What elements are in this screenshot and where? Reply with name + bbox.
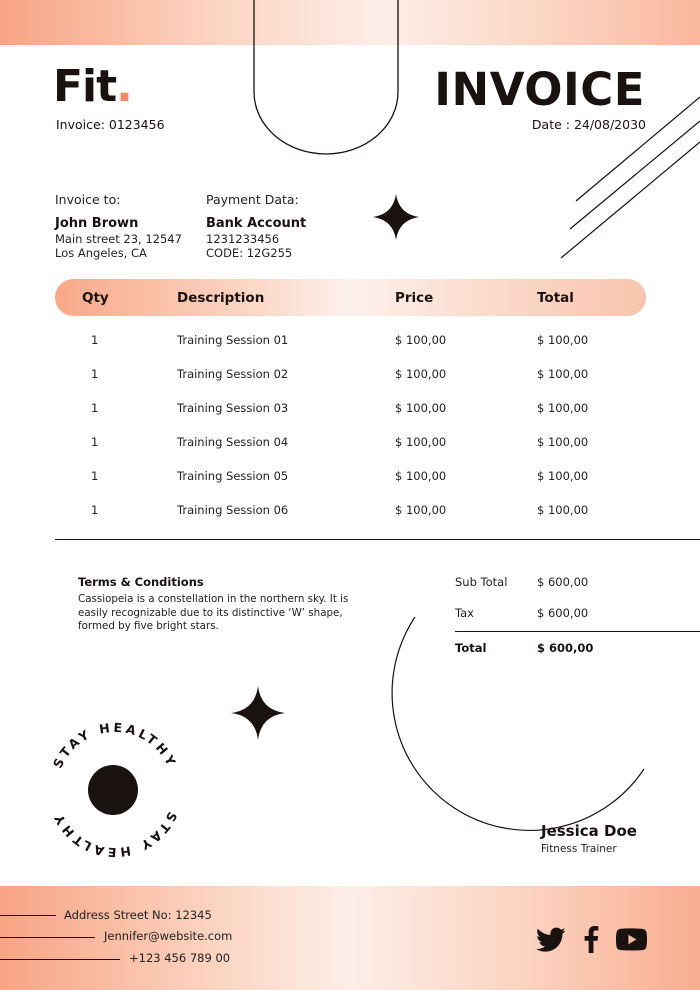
invoice-title: INVOICE bbox=[434, 63, 645, 116]
row-price: $ 100,00 bbox=[395, 333, 447, 347]
row-price: $ 100,00 bbox=[395, 469, 447, 483]
badge-bottom-text: STAY HEALTHY bbox=[49, 809, 181, 861]
row-total: $ 100,00 bbox=[537, 435, 589, 449]
badge-top-text: STAY HEALTHY bbox=[49, 719, 181, 771]
row-description: Training Session 01 bbox=[177, 333, 289, 347]
table-divider bbox=[55, 539, 700, 540]
col-header-price: Price bbox=[395, 290, 434, 306]
tax-value: $ 600,00 bbox=[537, 606, 589, 620]
brand-logo bbox=[53, 62, 132, 112]
svg-text:STAY HEALTHY bbox=[50, 809, 180, 860]
row-qty: 1 bbox=[91, 333, 99, 347]
contact-line-3 bbox=[0, 959, 120, 960]
facebook-icon[interactable] bbox=[583, 926, 599, 953]
row-qty: 1 bbox=[91, 367, 99, 381]
row-total: $ 100,00 bbox=[537, 367, 589, 381]
payment-code: CODE: 12G255 bbox=[206, 246, 293, 260]
invoice-number: Invoice: 0123456 bbox=[56, 117, 165, 132]
invoice-date: Date : 24/08/2030 bbox=[531, 117, 646, 132]
client-name: John Brown bbox=[55, 216, 139, 231]
row-description: Training Session 06 bbox=[177, 503, 289, 517]
row-qty: 1 bbox=[91, 435, 99, 449]
contact-email[interactable]: Jennifer@website.com bbox=[104, 929, 233, 943]
terms-title: Terms & Conditions bbox=[78, 575, 204, 589]
row-description: Training Session 02 bbox=[177, 367, 289, 381]
signature-role: Fitness Trainer bbox=[541, 843, 617, 855]
subtotal-value: $ 600,00 bbox=[537, 575, 589, 589]
col-header-qty: Qty bbox=[82, 290, 109, 306]
invoice-to-label: Invoice to: bbox=[55, 192, 121, 207]
payment-data-label: Payment Data: bbox=[206, 192, 299, 207]
col-header-description: Description bbox=[177, 290, 265, 306]
row-total: $ 100,00 bbox=[537, 469, 589, 483]
signature-name: Jessica Doe bbox=[541, 822, 637, 840]
diagonal-line-2 bbox=[570, 121, 700, 229]
contact-line-1 bbox=[0, 915, 56, 916]
row-description: Training Session 05 bbox=[177, 469, 289, 483]
client-address-line1: Main street 23, 12547 bbox=[55, 232, 182, 246]
tax-label: Tax bbox=[455, 606, 474, 620]
terms-text: Cassiopeia is a constellation in the northern sky. It is easily recognizable due to its distinctive ‘W’ shape, formed by five bright stars. bbox=[78, 593, 349, 632]
svg-text:STAY HEALTHY bbox=[50, 720, 180, 771]
subtotal-label: Sub Total bbox=[455, 575, 508, 589]
logo-dot: . bbox=[116, 61, 132, 112]
row-price: $ 100,00 bbox=[395, 367, 447, 381]
row-total: $ 100,00 bbox=[537, 333, 589, 347]
sparkle-star-1 bbox=[373, 194, 419, 240]
col-header-total: Total bbox=[537, 290, 574, 306]
logo-text: Fit bbox=[53, 61, 117, 112]
payment-account: 1231233456 bbox=[206, 232, 280, 246]
arch-outline bbox=[254, 0, 398, 154]
stay-healthy-badge bbox=[40, 715, 190, 865]
sparkle-star-2 bbox=[231, 686, 285, 740]
contact-phone: +123 456 789 00 bbox=[129, 951, 231, 965]
total-label: Total bbox=[455, 641, 487, 655]
badge-dot bbox=[88, 765, 138, 815]
contact-address: Address Street No: 12345 bbox=[64, 908, 212, 922]
row-total: $ 100,00 bbox=[537, 503, 589, 517]
summary-divider bbox=[455, 631, 700, 632]
row-qty: 1 bbox=[91, 401, 99, 415]
twitter-icon[interactable] bbox=[536, 927, 566, 953]
contact-line-2 bbox=[0, 937, 95, 938]
row-description: Training Session 03 bbox=[177, 401, 289, 415]
row-price: $ 100,00 bbox=[395, 435, 447, 449]
payment-method: Bank Account bbox=[206, 216, 307, 231]
row-total: $ 100,00 bbox=[537, 401, 589, 415]
arc-outline bbox=[392, 617, 644, 830]
diagonal-line-3 bbox=[561, 142, 700, 258]
total-value: $ 600,00 bbox=[537, 641, 594, 655]
client-address-line2: Los Angeles, CA bbox=[55, 246, 147, 260]
row-price: $ 100,00 bbox=[395, 503, 447, 517]
row-price: $ 100,00 bbox=[395, 401, 447, 415]
row-description: Training Session 04 bbox=[177, 435, 289, 449]
youtube-icon[interactable] bbox=[616, 928, 647, 951]
row-qty: 1 bbox=[91, 503, 99, 517]
row-qty: 1 bbox=[91, 469, 99, 483]
